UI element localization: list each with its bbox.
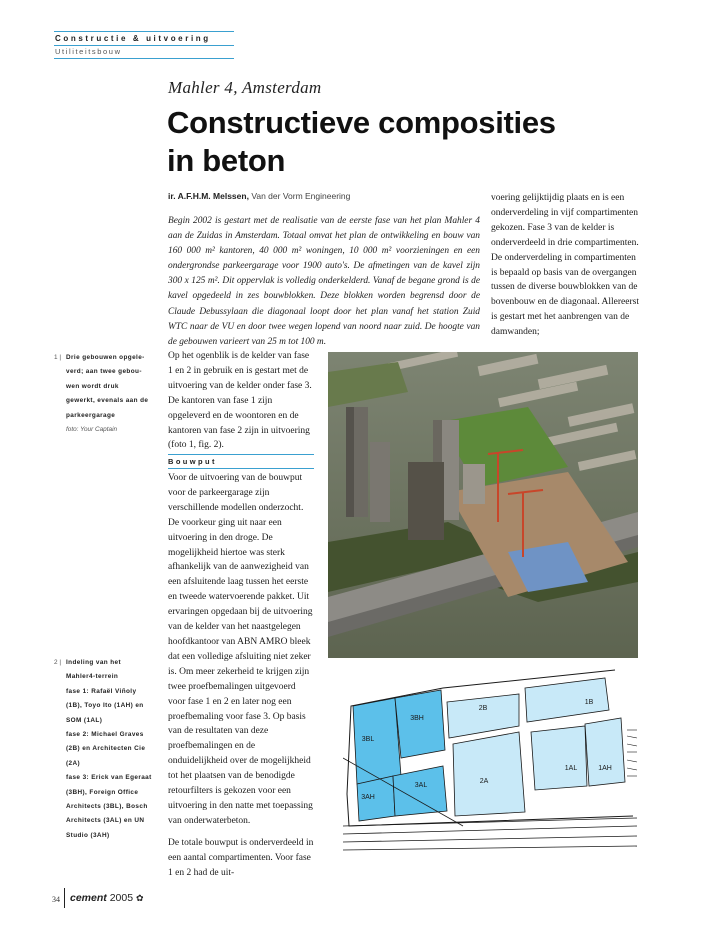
aerial-photo bbox=[328, 352, 638, 658]
caption-1-line: parkeergarage bbox=[66, 411, 116, 419]
label-3ah: 3AH bbox=[361, 794, 375, 801]
caption-2-line: fase 3: Erick van Egeraat bbox=[66, 774, 152, 782]
caption-2-line: Mahler4-terrein bbox=[66, 673, 119, 681]
label-2b: 2B bbox=[478, 705, 488, 712]
caption-2-number: 2 | bbox=[54, 659, 61, 666]
caption-1-number: 1 | bbox=[54, 354, 61, 361]
title-line-2: in beton bbox=[167, 143, 286, 178]
subsection-kicker: Utiliteitsbouw bbox=[55, 47, 122, 56]
body-column-bottom bbox=[168, 471, 314, 887]
header-rule-middle bbox=[54, 45, 234, 46]
byline bbox=[168, 191, 350, 201]
caption-2-line: Architects (3BL), Bosch bbox=[66, 803, 148, 811]
body-column-top bbox=[168, 349, 314, 460]
intro-paragraph: Begin 2002 is gestart met de realisatie van de eerste fase van het plan Mahler 4 aan de Zuidas in Amsterdam. Totaal omvat het plan de ontwikkeling en bouw van 160 000 m² kantoren, 40 000 m² woningen, 10 000 m² voorzieningen en een ondergrondse parkeergarage voor 1900 auto's. De afmetingen van de kavel zijn 300 x 125 m². Dit oppervlak is volledig onderkelderd. Vanaf de begane grond is de kavel opgedeeld in zes bouwblokken. Deze blokken worden begrensd door de Claude Debussylaan die diagonaal loopt door het plan vanaf het station Zuid WTC naar de VU en door twee wegen lopend van noord naar zuid. De hoogte van de gebouwen varieert van 25 m tot 100 m. bbox=[168, 216, 480, 347]
section-kicker: Constructie & uitvoering bbox=[55, 34, 211, 43]
footer-divider bbox=[64, 888, 65, 908]
caption-photo-1 bbox=[54, 351, 154, 437]
caption-1-line: verd; aan twee gebou- bbox=[66, 368, 142, 376]
block-1b bbox=[525, 678, 609, 722]
caption-1-line: wen wordt druk bbox=[66, 382, 119, 390]
right-column-text bbox=[491, 191, 639, 347]
block-2b bbox=[447, 694, 519, 738]
aerial-photo-illustration bbox=[328, 352, 638, 658]
caption-2-line: fase 2: Michael Graves bbox=[66, 731, 144, 739]
caption-1-credit: foto: Your Captain bbox=[66, 426, 118, 434]
body-paragraph-3: De totale bouwput is onderverdeeld in een aantal compartimenten. Voor fase 1 en 2 had de uit- bbox=[168, 837, 314, 878]
block-3bh bbox=[395, 690, 445, 758]
block-1al bbox=[531, 726, 587, 790]
caption-2-line: SOM (1AL) bbox=[66, 716, 103, 724]
caption-2-line: Indeling van het bbox=[66, 659, 122, 666]
header-rule-bottom bbox=[54, 58, 234, 59]
caption-2-line: (1B), Toyo Ito (1AH) en bbox=[66, 702, 144, 710]
caption-2-line: fase 1: Rafaël Viñoly bbox=[66, 687, 137, 695]
caption-2-line: (2A) bbox=[66, 759, 81, 767]
caption-figure-2 bbox=[54, 656, 154, 843]
site-plan-drawing bbox=[343, 666, 639, 854]
block-1ah bbox=[585, 718, 625, 786]
label-3bl: 3BL bbox=[361, 736, 375, 743]
author-name: ir. A.F.H.M. Melssen, bbox=[168, 191, 249, 201]
caption-1-line: Drie gebouwen opgele- bbox=[66, 354, 145, 361]
caption-1-line: gewerkt, evenals aan de bbox=[66, 397, 149, 405]
site-plan-figure bbox=[343, 666, 639, 854]
journal-name: cement bbox=[70, 892, 107, 904]
label-1ah: 1AH bbox=[598, 765, 612, 772]
caption-2-line: Studio (3AH) bbox=[66, 831, 110, 839]
cement-logo-icon: ✿ bbox=[135, 893, 144, 903]
page-number: 34 bbox=[52, 895, 60, 904]
caption-2-line: Architects (3AL) en UN bbox=[66, 817, 145, 825]
caption-2-line: (2B) en Architecten Cie bbox=[66, 745, 146, 753]
title-line-1: Constructieve composities bbox=[167, 105, 556, 140]
journal-footer bbox=[70, 892, 144, 904]
section-heading: Bouwput bbox=[168, 457, 217, 466]
article-title bbox=[167, 104, 627, 180]
header-rule-top bbox=[54, 31, 234, 32]
author-affiliation: Van der Vorm Engineering bbox=[251, 191, 351, 201]
label-3bh: 3BH bbox=[410, 715, 424, 722]
section-rule-bottom bbox=[168, 468, 314, 469]
body-paragraph-1: Op het ogenblik is de kelder van fase 1 en 2 in gebruik en is gestart met de uitvoering van de kelder onder fase 3. De kantoren van fase 1 zijn opgeleverd en de woontoren en de kantoren van fase 2 zijn in uitvoering (foto 1, fig. 2). bbox=[168, 351, 312, 451]
body-paragraph-2: Voor de uitvoering van de bouwput voor de parkeergarage zijn verschillende modellen onderzocht. De voorkeur ging uit naar een uitvoering in den droge. De mogelijkheid hiertoe was sterk afhankelijk van de aanwezigheid van een afsluitende laag tussen het eerste en tweede watervoerende pakket. Uit ervaringen opgedaan bij de uitvoering van de kelder van het naastgelegen hoofdkantoor van ABN AMRO bleek dat een volledige afsluiting niet zeker is. Om meer zekerheid te krijgen zijn twee proefbemalingen uitgevoerd voor fase 1 en 2 en later nog een proefbemaling voor fase 3. Op basis van de resultaten van deze proefbemalingen en de onduidelijkheid over de mogelijkheid tot het plaatsen van de benodigde retourfilters is gekozen voor een uitvoering in den natte met toepassing van onderwaterbeton. bbox=[168, 473, 313, 826]
block-2a bbox=[453, 732, 525, 816]
label-1b: 1B bbox=[584, 699, 594, 706]
right-column-paragraph: voering gelijktijdig plaats en is een onderverdeling in vijf compartimenten gekozen. Fase 3 van de kelder is onderverdeeld in drie compartimenten. De onderverdeling in compartimenten is bepaald op basis van de overgangen tussen de diverse bouwblokken van de bovenbouw en de diagonaal. Allereerst is gestart met het aanbrengen van de damwanden; bbox=[491, 193, 639, 338]
label-3al: 3AL bbox=[414, 782, 428, 789]
caption-2-line: (3BH), Foreign Office bbox=[66, 788, 139, 796]
section-rule-top bbox=[168, 454, 314, 455]
block-3bl bbox=[353, 698, 401, 784]
journal-year: 2005 bbox=[109, 892, 134, 904]
article-subtitle: Mahler 4, Amsterdam bbox=[168, 78, 322, 97]
label-1al: 1AL bbox=[564, 765, 578, 772]
label-2a: 2A bbox=[479, 778, 489, 785]
